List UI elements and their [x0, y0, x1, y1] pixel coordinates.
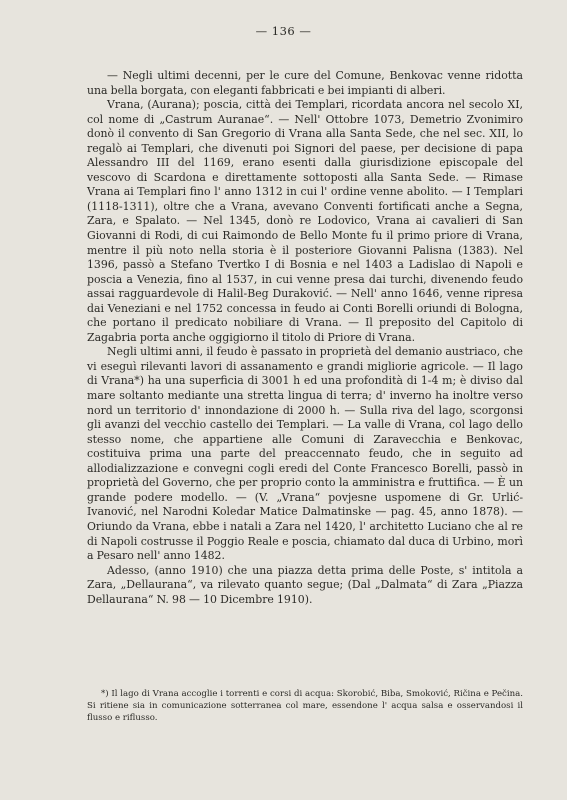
main-text: [87, 69, 523, 607]
paragraph-vrana-lake: Negli ultimi anni, il feudo è passato in proprietà del demanio austriaco, che vi eseguì rilevanti lavori di assanamento e grandi migliorie agricole. — Il lago di Vrana*) ha una superficia di 3001 h ed una profondità di 1-4 m; è diviso dal mare soltanto mediante una stretta lingua di terra; d' inverno ha inoltre verso nord un territorio d' innondazione di 2000 h. — Sulla riva del lago, scorgonsi gli avanzi del vecchio castello dei Templari. — La valle di Vrana, col lago dello stesso nome, che appartiene alle Comuni di Zaravecchia e Benkovac, costituiva prima una parte del preaccennato feudo, che in seguito ad allodializzazione e convegni cogli eredi del Conte Francesco Borelli, passò in proprietà del Governo, che per proprio conto la amministra e fruttifica. — È un grande podere modello. — (V. „Vrana“ povjesne uspomene di Gr. Urlić-Ivanović, nel Narodni Koledar Matice Dalmatinske — pag. 45, anno 1878). — Oriundo da Vrana, ebbe i natali a Zara nel 1420, l' architetto Luciano che al re di Napoli costrusse il Poggio Reale e poscia, chiamato dal duca di Urbino, morì a Pesaro nell' anno 1482.: [87, 345, 523, 563]
paragraph-benkovac: — Negli ultimi decenni, per le cure del Comune, Benkovac venne ridotta una bella borgata, con eleganti fabbricati e bei impianti di alberi.: [87, 69, 523, 97]
footnote: [87, 688, 523, 724]
footnote-text: *) Il lago di Vrana accoglie i torrenti e corsi di acqua: Skorobić, Biba, Smoković, Ričina e Pečina. Si ritiene sia in comunicazione sotterranea col mare, essendone l' acqua salsa e osservandosi il flusso e riflusso.: [87, 689, 523, 723]
paragraph-vrana-history: Vrana, (Aurana); poscia, città dei Templari, ricordata ancora nel secolo XI, col nome di „Castrum Auranae“. — Nell' Ottobre 1073, Demetrio Zvonimiro donò il convento di San Gregorio di Vrana alla Santa Sede, che nel sec. XII, lo regalò ai Templari, che divenuti poi Signori del paese, per decisione di papa Alessandro III del 1169, erano esenti dalla giurisdizione episcopale del vescovo di Scardona e direttamente sottoposti alla Santa Sede. — Rimase Vrana ai Templari fino l' anno 1312 in cui l' ordine venne abolito. — I Templari (1118-1311), oltre che a Vrana, avevano Conventi fortificati anche a Segna, Zara, e Spalato. — Nel 1345, donò re Lodovico, Vrana ai cavalieri di San Giovanni di Rodi, di cui Raimondo de Bello Monte fu il primo priore di Vrana, mentre il più noto nella storia è il posteriore Giovanni Palisna (1383). Nel 1396, passò a Stefano Tvertko I di Bosnia e nel 1403 a Ladislao di Napoli e poscia a Venezia, fino al 1537, in cui venne presa dai turchi, divenendo feudo assai ragguardevole di Halil-Beg Duraković. — Nell' anno 1646, venne ripresa dai Veneziani e nel 1752 concessa in feudo ai Conti Borelli oriundi di Bologna, che portano il predicato nobiliare di Vrana. — Il preposito del Capitolo di Zagabria porta anche oggigiorno il titolo di Priore di Vrana.: [87, 98, 523, 344]
page-number: — 136 —: [255, 24, 312, 38]
paragraph-piazza-dellaurana: Adesso, (anno 1910) che una piazza detta prima delle Poste, s' intitola a Zara, „Dellaurana“, va rilevato quanto segue; (Dal „Dalmata“ di Zara „Piazza Dellaurana“ N. 98 — 10 Dicembre 1910).: [87, 563, 523, 606]
